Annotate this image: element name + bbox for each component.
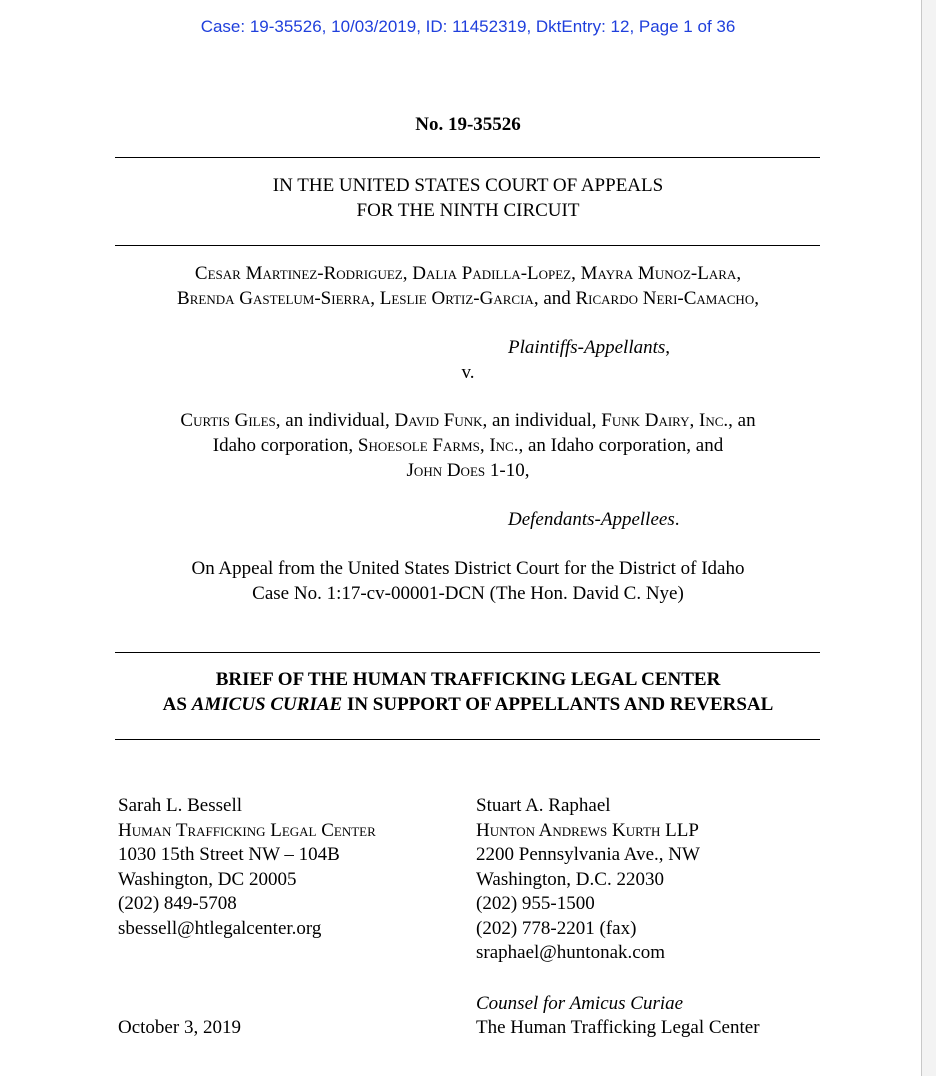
party-name: Shoesole Farms, Inc. (357, 435, 519, 456)
defendants-line-3: John Does 1-10, (406, 460, 530, 481)
party-name: Dalia Padilla-Lopez (412, 263, 572, 284)
counsel-name: Stuart A. Raphael (476, 795, 611, 816)
counsel-phone: (202) 849-5708 (118, 893, 237, 914)
defendants-line-1: Curtis Giles, an individual, David Funk, an individual, Funk Dairy, Inc., an (180, 410, 756, 431)
party-name: Funk Dairy, Inc. (601, 410, 729, 431)
counsel-left-block (118, 794, 376, 941)
counsel-fax: (202) 778-2201 (fax) (476, 917, 637, 939)
scrollbar-track[interactable] (921, 0, 936, 1076)
counsel-for-label: Counsel for Amicus Curiae (476, 993, 684, 1014)
defendants-line-2: Idaho corporation, Shoesole Farms, Inc., an Idaho corporation, and (212, 435, 724, 456)
brief-title (0, 667, 936, 717)
party-name: Ricardo Neri-Camacho (575, 288, 755, 309)
counsel-address-2: Washington, DC 20005 (118, 868, 297, 890)
counsel-phone: (202) 955-1500 (476, 893, 595, 914)
counsel-email: sbessell@htlegalcenter.org (118, 917, 322, 939)
plaintiffs-names (0, 261, 936, 311)
party-name: Leslie Ortiz-Garcia (379, 288, 534, 309)
plaintiffs-line-2: Brenda Gastelum-Sierra, Leslie Ortiz-Garcia, and Ricardo Neri-Camacho, (177, 288, 759, 309)
court-name (0, 173, 936, 223)
appeal-info (0, 556, 936, 606)
counsel-for-party: The Human Trafficking Legal Center (476, 1017, 760, 1038)
court-line-1: IN THE UNITED STATES COURT OF APPEALS (272, 175, 664, 196)
counsel-org: Hunton Andrews Kurth LLP (476, 819, 699, 841)
docket-number: No. 19-35526 (415, 114, 521, 135)
counsel-email: sraphael@huntonak.com (476, 942, 665, 963)
plaintiffs-line-1: Cesar Martinez-Rodriguez, Dalia Padilla-Lopez, Mayra Munoz-Lara, (194, 263, 742, 284)
divider-rule (115, 157, 820, 158)
party-name: Cesar Martinez-Rodriguez (194, 263, 403, 284)
versus: v. (461, 362, 475, 383)
plaintiffs-role: Plaintiffs-Appellants, (508, 337, 671, 358)
party-name: Brenda Gastelum-Sierra (177, 288, 371, 309)
party-name: John Does (406, 460, 486, 481)
party-name: Mayra Munoz-Lara (580, 263, 737, 284)
appeal-line-2: Case No. 1:17-cv-00001-DCN (The Hon. David C. Nye) (252, 583, 684, 604)
counsel-address-1: 1030 15th Street NW – 104B (118, 844, 340, 865)
party-name: Curtis Giles (180, 410, 276, 431)
counsel-address-2: Washington, D.C. 22030 (476, 868, 664, 890)
brief-title-line-1: BRIEF OF THE HUMAN TRAFFICKING LEGAL CENTER (215, 669, 721, 690)
brief-title-line-2: AS AMICUS CURIAE IN SUPPORT OF APPELLANTS AND REVERSAL (162, 694, 774, 715)
case-header: Case: 19-35526, 10/03/2019, ID: 11452319, DktEntry: 12, Page 1 of 36 (200, 17, 736, 36)
counsel-name: Sarah L. Bessell (118, 795, 243, 816)
divider-rule (115, 739, 820, 740)
defendants-role: Defendants-Appellees. (508, 509, 680, 530)
filing-date: October 3, 2019 (118, 1017, 241, 1038)
appeal-line-1: On Appeal from the United States District Court for the District of Idaho (191, 558, 745, 579)
counsel-address-1: 2200 Pennsylvania Ave., NW (476, 844, 700, 865)
counsel-org: Human Trafficking Legal Center (118, 819, 376, 841)
party-name: David Funk (394, 410, 483, 431)
divider-rule (115, 245, 820, 246)
defendants-names (0, 408, 936, 483)
divider-rule (115, 652, 820, 653)
counsel-right-block (476, 794, 700, 966)
court-line-2: FOR THE NINTH CIRCUIT (356, 200, 580, 221)
